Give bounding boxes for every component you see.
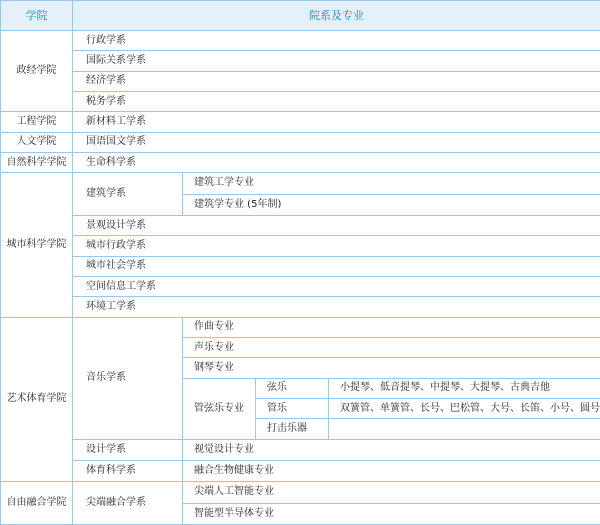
dept-music: 音乐学系 — [73, 317, 183, 439]
dept-cell: 国际关系学系 — [73, 51, 600, 71]
major-cell: 建筑学专业 (5年制) — [183, 194, 600, 215]
dept-sports-science: 体育科学系 — [73, 460, 183, 481]
college-engineering: 工程学院 — [1, 112, 73, 132]
dept-cell: 行政学系 — [73, 31, 600, 51]
table-row — [1, 51, 600, 71]
table-row — [1, 439, 600, 460]
college-natural-science: 自然科学学院 — [1, 152, 73, 172]
table-row — [1, 71, 600, 91]
major-orchestral: 管弦乐专业 — [183, 378, 256, 439]
section-percussion: 打击乐器 — [256, 419, 329, 439]
dept-cell: 国语国文学系 — [73, 132, 600, 152]
table-row — [1, 152, 600, 172]
dept-design: 设计学系 — [73, 439, 183, 460]
table-row — [1, 482, 600, 503]
dept-cell: 税务学系 — [73, 91, 600, 111]
major-cell: 尖端人工智能专业 — [183, 482, 600, 503]
major-cell: 智能型半导体专业 — [183, 503, 600, 524]
header-college: 学院 — [1, 1, 73, 31]
table-row — [1, 31, 600, 51]
college-politics: 政经学院 — [1, 31, 73, 112]
header-departments: 院系及专业 — [73, 1, 600, 31]
dept-cell: 空间信息工学系 — [73, 276, 600, 296]
major-cell: 建筑工学专业 — [183, 173, 600, 194]
major-cell: 钢琴专业 — [183, 358, 600, 378]
instruments-winds: 双簧管、单簧管、长号、巴松管、大号、长笛、小号、圆号 — [329, 398, 600, 418]
table-row — [1, 112, 600, 132]
table-row — [1, 460, 600, 481]
dept-convergence: 尖端融合学系 — [73, 482, 183, 525]
instruments-percussion — [329, 419, 600, 439]
table-row — [1, 173, 600, 194]
table-row — [1, 91, 600, 111]
major-cell: 视觉设计专业 — [183, 439, 600, 460]
college-urban-science: 城市科学学院 — [1, 173, 73, 317]
college-arts-sports: 艺术体育学院 — [1, 317, 73, 482]
dept-cell: 环境工学系 — [73, 297, 600, 317]
dept-cell: 景观设计学系 — [73, 215, 600, 235]
dept-architecture: 建筑学系 — [73, 173, 183, 216]
college-humanities: 人文学院 — [1, 132, 73, 152]
college-convergence: 自由融合学院 — [1, 482, 73, 525]
section-winds: 管乐 — [256, 398, 329, 418]
dept-cell: 经济学系 — [73, 71, 600, 91]
dept-cell: 生命科学系 — [73, 152, 600, 172]
table-row — [1, 276, 600, 296]
table-row — [1, 256, 600, 276]
major-cell: 声乐专业 — [183, 337, 600, 357]
table-row — [1, 215, 600, 235]
table-row — [1, 236, 600, 256]
dept-cell: 新材料工学系 — [73, 112, 600, 132]
table-row — [1, 132, 600, 152]
major-cell: 作曲专业 — [183, 317, 600, 337]
table-row — [1, 317, 600, 337]
table-row — [1, 297, 600, 317]
dept-cell: 城市社会学系 — [73, 256, 600, 276]
dept-cell: 城市行政学系 — [73, 236, 600, 256]
major-cell: 融合生物健康专业 — [183, 460, 600, 481]
instruments-strings: 小提琴、低音提琴、中提琴、大提琴、古典吉他 — [329, 378, 600, 398]
section-strings: 弦乐 — [256, 378, 329, 398]
